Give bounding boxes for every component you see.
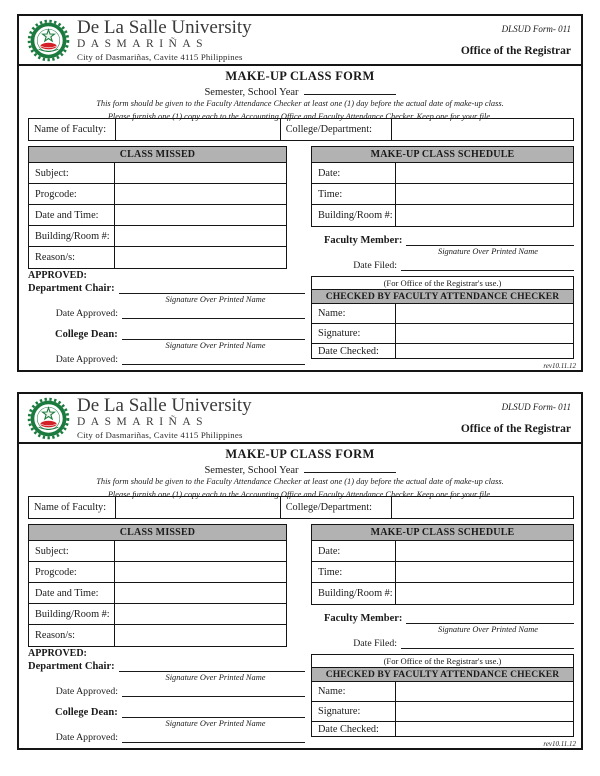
registrar-use-note: (For Office of the Registrar's use.)	[312, 277, 573, 290]
faculty-member-label: Faculty Member:	[324, 235, 403, 246]
date-filed-line	[401, 637, 574, 649]
progcode-label: Progcode:	[29, 562, 115, 582]
date-filed-row	[311, 258, 574, 271]
class-missed-column	[28, 146, 305, 365]
table-row	[29, 205, 286, 226]
signature-caption: Signature Over Printed Name	[438, 625, 538, 634]
form-code: DLSUD Form- 011	[501, 24, 571, 34]
date-checked-field	[396, 344, 573, 358]
dlsud-seal-icon	[27, 397, 70, 440]
building-room-label: Building/Room #:	[29, 604, 115, 624]
title-block	[19, 66, 581, 121]
date-label: Date:	[312, 541, 396, 561]
revision-number: rev10.11.12	[543, 740, 576, 748]
date-filed-label: Date Filed:	[353, 638, 397, 649]
college-department-label: College/Department:	[285, 124, 373, 135]
registrar-use-note: (For Office of the Registrar's use.)	[312, 655, 573, 668]
table-row	[312, 184, 573, 205]
semester-blank-field	[304, 463, 396, 473]
college-dean-signature-line	[122, 328, 305, 340]
instruction-line-2: Please furnish one (1) copy each to the Accounting Office and Faculty Attendance Checker. Keep one for your file.	[107, 489, 493, 499]
title-block	[19, 444, 581, 499]
table-row	[312, 722, 573, 736]
date-checked-field	[396, 722, 573, 736]
date-filed-line	[401, 259, 574, 271]
form-header	[19, 16, 581, 66]
table-row	[312, 163, 573, 184]
college-department-field	[391, 497, 573, 518]
date-approved-line	[122, 307, 305, 319]
form-columns	[28, 524, 574, 743]
table-row	[29, 226, 286, 247]
college-dean-label: College Dean:	[55, 707, 118, 718]
makeup-schedule-table	[311, 146, 574, 227]
date-label: Date:	[312, 163, 396, 183]
makeup-schedule-column	[311, 524, 574, 743]
instruction-line-1: This form should be given to the Faculty Attendance Checker at least one (1) day before the actual date of make-up class.	[96, 477, 504, 486]
building-room-field	[396, 583, 573, 604]
department-chair-label: Department Chair:	[28, 283, 115, 294]
faculty-member-label: Faculty Member:	[324, 613, 403, 624]
class-missed-column	[28, 524, 305, 743]
faculty-member-signature-row	[311, 611, 574, 624]
building-room-field	[115, 226, 286, 246]
date-approved-row	[28, 352, 305, 365]
semester-line	[19, 85, 581, 98]
revision-number: rev10.11.12	[543, 362, 576, 370]
instruction-line-1: This form should be given to the Faculty Attendance Checker at least one (1) day before the actual date of make-up class.	[96, 99, 504, 108]
approved-label: APPROVED:	[28, 648, 87, 659]
header-right-block	[461, 394, 571, 442]
subject-field	[115, 163, 286, 183]
table-row	[29, 184, 286, 205]
date-checked-label: Date Checked:	[312, 722, 396, 736]
university-name: De La Salle University	[77, 17, 252, 39]
date-filed-label: Date Filed:	[353, 260, 397, 271]
faculty-info-row	[28, 496, 574, 519]
building-room-field	[396, 205, 573, 226]
approved-label: APPROVED:	[28, 270, 87, 281]
building-room-label: Building/Room #:	[312, 583, 396, 604]
checker-name-label: Name:	[312, 304, 396, 323]
college-department-field	[391, 119, 573, 140]
university-block	[77, 18, 252, 61]
date-and-time-field	[115, 205, 286, 225]
date-and-time-label: Date and Time:	[29, 205, 115, 225]
checker-signature-field	[396, 702, 573, 721]
office-name: Office of the Registrar	[460, 423, 571, 435]
building-room-label: Building/Room #:	[312, 205, 396, 226]
time-label: Time:	[312, 562, 396, 582]
checker-signature-field	[396, 324, 573, 343]
date-and-time-field	[115, 583, 286, 603]
name-of-faculty-field	[115, 119, 281, 140]
table-row	[29, 163, 286, 184]
table-row	[29, 247, 286, 268]
subject-label: Subject:	[29, 163, 115, 183]
signature-caption: Signature Over Printed Name	[165, 719, 266, 728]
college-dean-signature-row	[28, 705, 305, 718]
makeup-class-form-sheet	[17, 392, 583, 750]
table-row	[29, 583, 286, 604]
semester-label: Semester, School Year	[204, 87, 299, 98]
subject-label: Subject:	[29, 541, 115, 561]
checker-signature-label: Signature:	[312, 324, 396, 343]
date-approved-label: Date Approved:	[55, 686, 118, 697]
date-approved-row	[28, 306, 305, 319]
date-approved-row	[28, 730, 305, 743]
university-block	[77, 396, 252, 439]
date-filed-row	[311, 636, 574, 649]
department-chair-signature-row	[28, 281, 305, 294]
progcode-field	[115, 184, 286, 204]
dlsud-seal-icon	[27, 19, 70, 62]
signature-caption: Signature Over Printed Name	[165, 341, 266, 350]
class-missed-header: CLASS MISSED	[29, 525, 286, 541]
table-row	[312, 702, 573, 722]
college-dean-signature-line	[122, 706, 305, 718]
reasons-label: Reason/s:	[29, 247, 115, 268]
time-field	[396, 562, 573, 582]
semester-line	[19, 463, 581, 476]
table-row	[312, 304, 573, 324]
building-room-label: Building/Room #:	[29, 226, 115, 246]
date-approved-line	[122, 731, 305, 743]
signature-caption: Signature Over Printed Name	[165, 295, 266, 304]
signature-caption: Signature Over Printed Name	[165, 673, 266, 682]
faculty-member-signature-line	[406, 612, 574, 624]
form-title: MAKE-UP CLASS FORM	[225, 447, 375, 461]
table-row	[312, 562, 573, 583]
checker-name-field	[396, 682, 573, 701]
college-dean-signature-row	[28, 327, 305, 340]
university-campus: DASMARIÑAS	[77, 415, 209, 428]
date-approved-line	[122, 685, 305, 697]
date-approved-line	[122, 353, 305, 365]
header-right-block	[461, 16, 571, 64]
makeup-class-form-sheet	[17, 14, 583, 372]
progcode-field	[115, 562, 286, 582]
class-missed-table	[28, 146, 287, 269]
table-row	[29, 541, 286, 562]
checker-signature-label: Signature:	[312, 702, 396, 721]
class-missed-table	[28, 524, 287, 647]
university-address: City of Dasmariñas, Cavite 4115 Philippines	[77, 429, 243, 440]
form-header	[19, 394, 581, 444]
registrar-use-box	[311, 654, 574, 737]
department-chair-signature-row	[28, 659, 305, 672]
time-field	[396, 184, 573, 204]
college-dean-label: College Dean:	[55, 329, 118, 340]
semester-label: Semester, School Year	[204, 465, 299, 476]
date-and-time-label: Date and Time:	[29, 583, 115, 603]
reasons-field	[115, 625, 286, 646]
university-name: De La Salle University	[77, 395, 252, 417]
department-chair-signature-line	[119, 660, 305, 672]
table-row	[312, 344, 573, 358]
office-name: Office of the Registrar	[460, 45, 571, 57]
date-checked-label: Date Checked:	[312, 344, 396, 358]
semester-blank-field	[304, 85, 396, 95]
table-row	[312, 324, 573, 344]
table-row	[29, 625, 286, 646]
university-campus: DASMARIÑAS	[77, 37, 209, 50]
makeup-schedule-table	[311, 524, 574, 605]
signature-caption: Signature Over Printed Name	[438, 247, 538, 256]
faculty-member-signature-line	[406, 234, 574, 246]
checker-name-field	[396, 304, 573, 323]
table-row	[312, 583, 573, 604]
reasons-field	[115, 247, 286, 268]
building-room-field	[115, 604, 286, 624]
checker-header: CHECKED BY FACULTY ATTENDANCE CHECKER	[312, 290, 573, 304]
college-department-label: College/Department:	[285, 502, 373, 513]
date-approved-label: Date Approved:	[55, 308, 118, 319]
date-field	[396, 541, 573, 561]
class-missed-header: CLASS MISSED	[29, 147, 286, 163]
makeup-schedule-column	[311, 146, 574, 365]
date-approved-row	[28, 684, 305, 697]
table-row	[29, 562, 286, 583]
date-field	[396, 163, 573, 183]
faculty-info-row	[28, 118, 574, 141]
department-chair-signature-line	[119, 282, 305, 294]
university-address: City of Dasmariñas, Cavite 4115 Philippines	[77, 51, 243, 62]
reasons-label: Reason/s:	[29, 625, 115, 646]
form-columns	[28, 146, 574, 365]
time-label: Time:	[312, 184, 396, 204]
name-of-faculty-label: Name of Faculty:	[34, 502, 107, 513]
checker-name-label: Name:	[312, 682, 396, 701]
makeup-schedule-header: MAKE-UP CLASS SCHEDULE	[312, 525, 573, 541]
table-row	[29, 604, 286, 625]
registrar-use-box	[311, 276, 574, 359]
form-title: MAKE-UP CLASS FORM	[225, 69, 375, 83]
date-approved-label: Date Approved:	[55, 732, 118, 743]
faculty-member-signature-row	[311, 233, 574, 246]
subject-field	[115, 541, 286, 561]
table-row	[312, 541, 573, 562]
makeup-schedule-header: MAKE-UP CLASS SCHEDULE	[312, 147, 573, 163]
date-approved-label: Date Approved:	[55, 354, 118, 365]
name-of-faculty-field	[115, 497, 281, 518]
table-row	[312, 205, 573, 226]
table-row	[312, 682, 573, 702]
department-chair-label: Department Chair:	[28, 661, 115, 672]
name-of-faculty-label: Name of Faculty:	[34, 124, 107, 135]
form-code: DLSUD Form- 011	[501, 402, 571, 412]
progcode-label: Progcode:	[29, 184, 115, 204]
instruction-line-2: Please furnish one (1) copy each to the Accounting Office and Faculty Attendance Checker. Keep one for your file.	[107, 111, 493, 121]
checker-header: CHECKED BY FACULTY ATTENDANCE CHECKER	[312, 668, 573, 682]
